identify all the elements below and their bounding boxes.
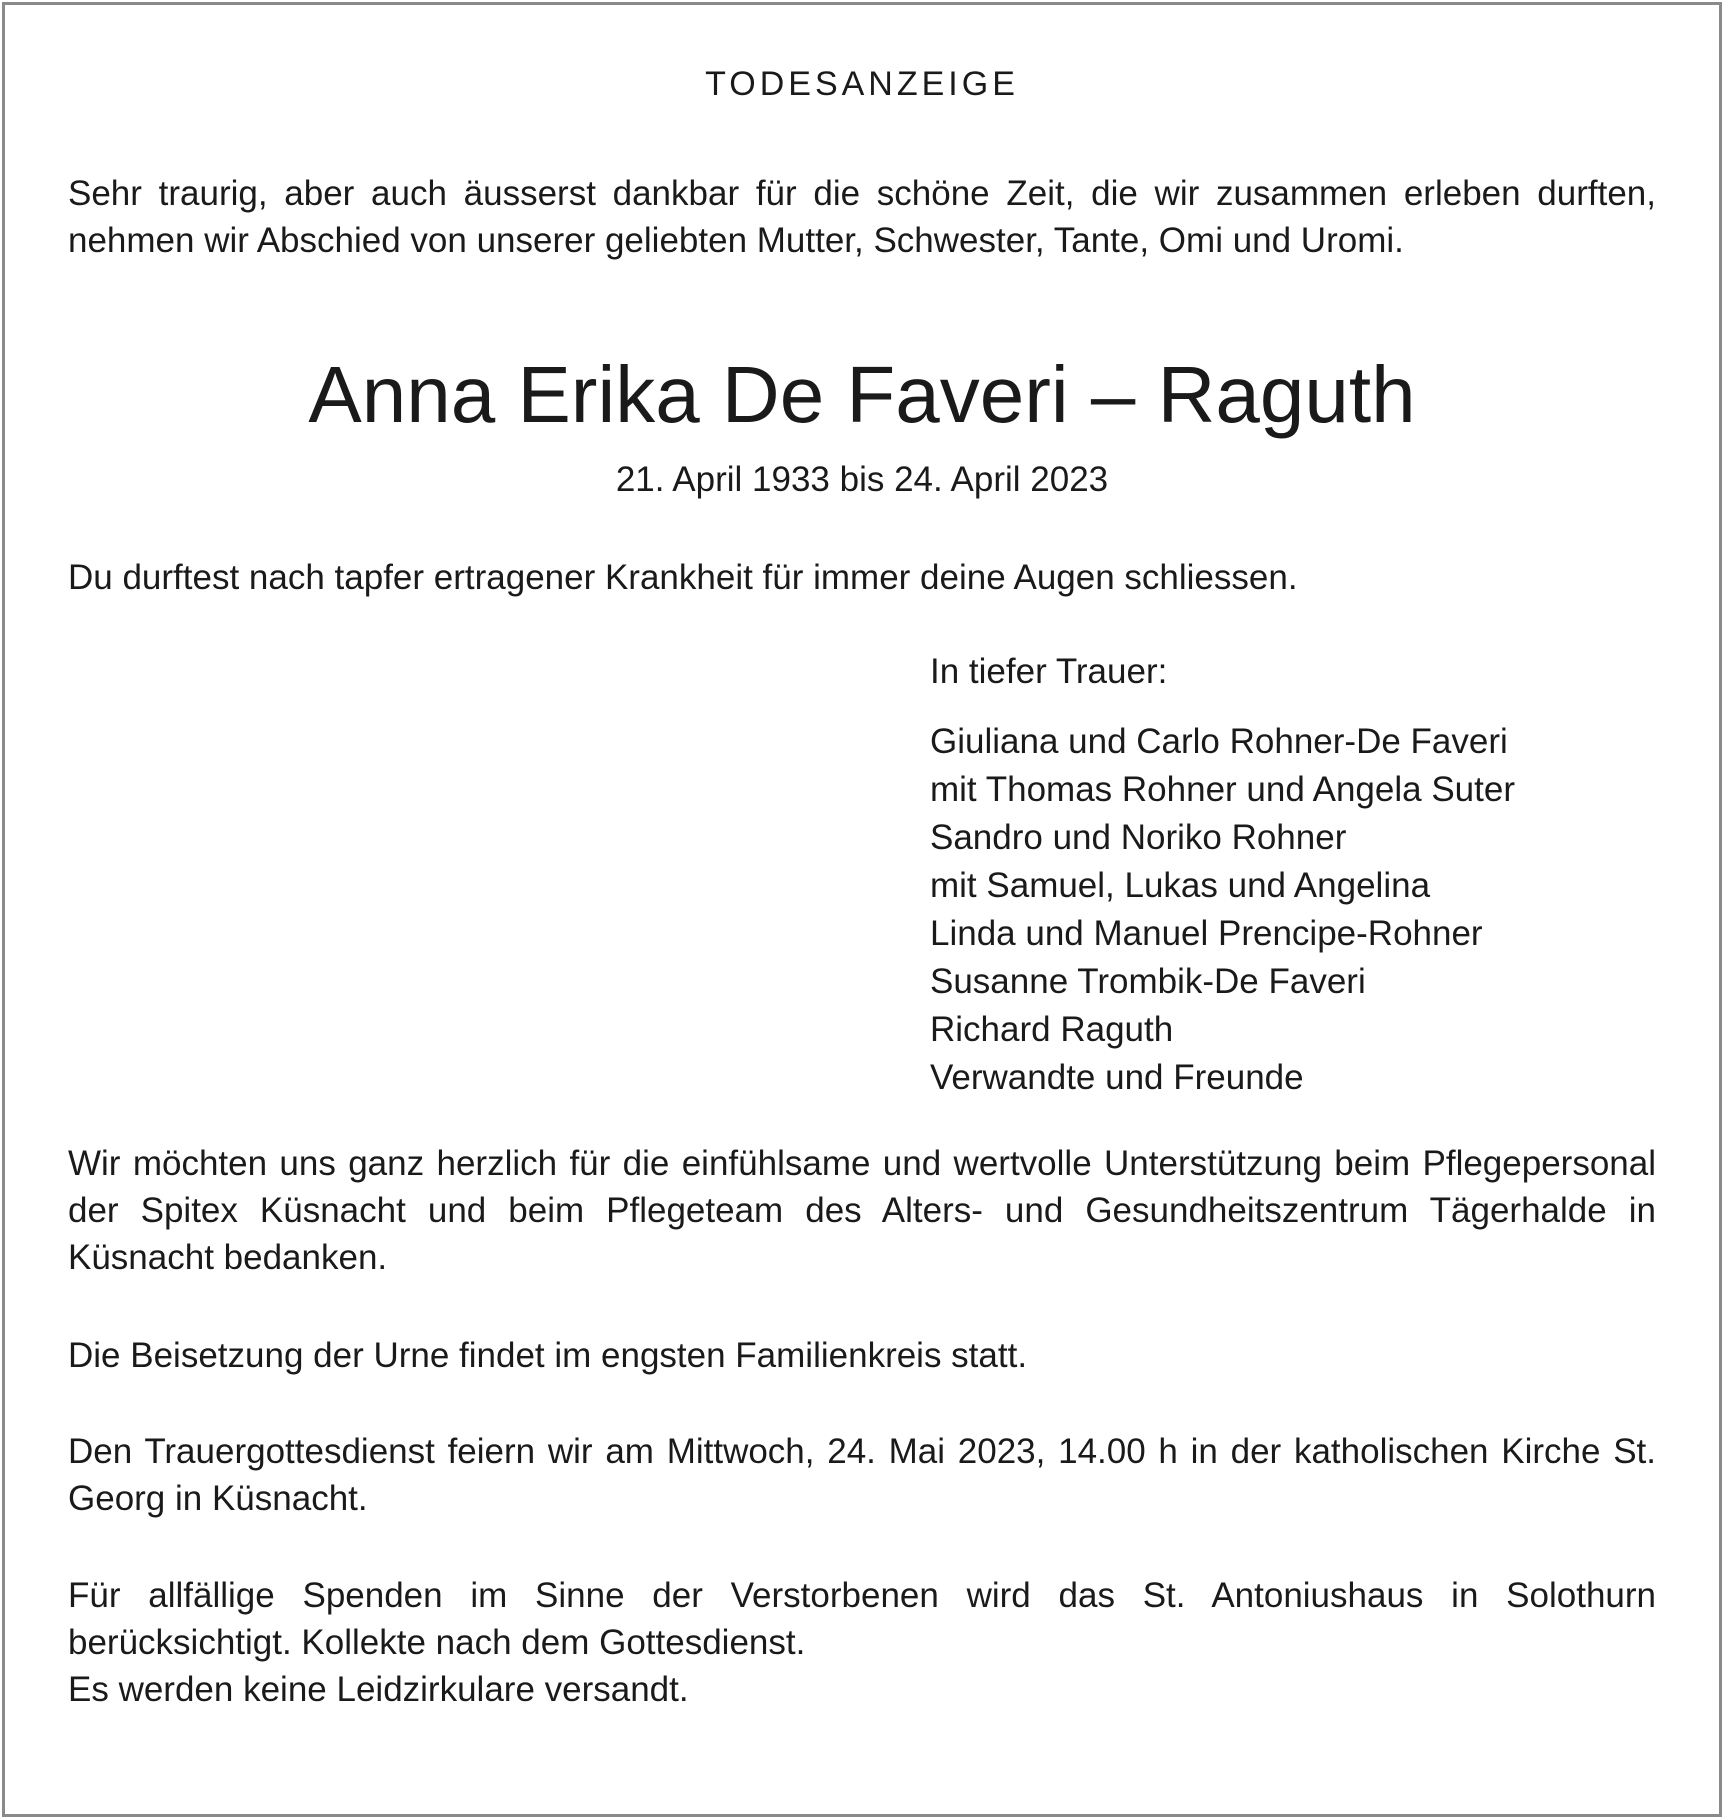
- deceased-name: Anna Erika De Faveri – Raguth: [308, 350, 1416, 439]
- mourner-line: Linda und Manuel Prencipe-Rohner: [930, 914, 1483, 953]
- mourners-block: [930, 648, 1690, 1102]
- mourner-line: Susanne Trombik-De Faveri: [930, 962, 1366, 1001]
- donation-paragraph: Für allfällige Spenden im Sinne der Verstorbenen wird das St. Antoniushaus in Solothurn berücksichtigt. Kollekte nach dem Gottesdienst.: [68, 1576, 1656, 1662]
- mourners-intro: In tiefer Trauer:: [930, 652, 1168, 691]
- closing-paragraph: Es werden keine Leidzirkulare versandt.: [68, 1670, 689, 1709]
- mourner-line: Giuliana und Carlo Rohner-De Faveri: [930, 722, 1508, 761]
- mourner-line: Richard Raguth: [930, 1010, 1174, 1049]
- notice-heading: TODESANZEIGE: [705, 65, 1019, 103]
- mourner-line: mit Samuel, Lukas und Angelina: [930, 866, 1431, 905]
- mourner-line: mit Thomas Rohner und Angela Suter: [930, 770, 1515, 809]
- farewell-line: Du durftest nach tapfer ertragener Krankheit für immer deine Augen schliessen.: [68, 558, 1298, 597]
- mourner-line: Verwandte und Freunde: [930, 1058, 1304, 1097]
- intro-paragraph: Sehr traurig, aber auch äusserst dankbar für die schöne Zeit, die wir zusammen erleben durften, nehmen wir Abschied von unserer geliebten Mutter, Schwester, Tante, Omi und Uromi.: [68, 174, 1656, 260]
- life-dates: 21. April 1933 bis 24. April 2023: [615, 460, 1109, 499]
- mourner-line: Sandro und Noriko Rohner: [930, 818, 1347, 857]
- service-paragraph: Den Trauergottesdienst feiern wir am Mittwoch, 24. Mai 2023, 14.00 h in der katholischen Kirche St. Georg in Küsnacht.: [68, 1432, 1656, 1518]
- burial-paragraph: Die Beisetzung der Urne findet im engsten Familienkreis statt.: [68, 1336, 1028, 1375]
- thanks-paragraph: Wir möchten uns ganz herzlich für die einfühlsame und wertvolle Unterstützung beim Pflegepersonal der Spitex Küsnacht und beim Pflegeteam des Alters- und Gesundheitszentrum Tägerhalde in Küsnacht bedanken.: [68, 1144, 1656, 1277]
